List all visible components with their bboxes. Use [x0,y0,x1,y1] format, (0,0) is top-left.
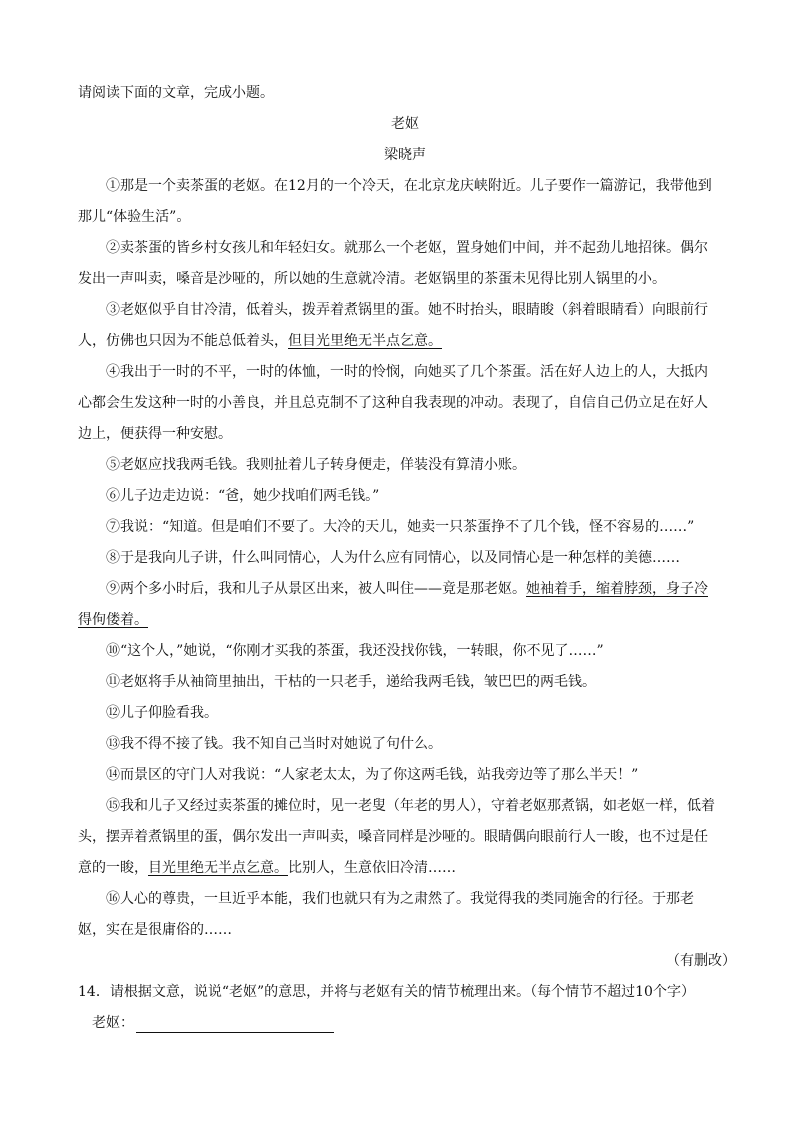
paragraph-line: ⑧于是我向儿子讲，什么叫同情心，人为什么应有同情心，以及同情心是一种怎样的美德…… [106,550,680,566]
paragraph-5 [78,450,746,481]
paragraph-text: ⑨两个多小时后，我和儿子从景区出来，被人叫住——竟是那老妪。 [106,581,526,597]
paragraph-7 [78,512,746,543]
underlined-phrase: 她袖着手，缩着脖颈，身子冷 [526,581,708,597]
paragraph-6 [78,481,746,512]
paragraph-line: ⑭而景区的守门人对我说：“人家老太太，为了你这两毛钱，站我旁边等了那么半天！” [106,767,639,783]
paragraph-text: 比别人，生意依旧冷清…… [288,860,456,876]
paragraph-line: ②卖茶蛋的皆乡村女孩儿和年轻妇女。就那么一个老妪，置身她们中间，并不起劲儿地招徕。偶尔 [106,240,708,256]
paragraph-line [78,326,746,357]
paragraph-15 [78,791,746,884]
paragraph-text: 意的一睃， [78,860,148,876]
paragraph-9 [78,574,746,636]
paragraph-8 [78,543,746,574]
paragraph-line: ⑩“这个人，”她说，“你刚才买我的茶蛋，我还没找你钱，一转眼，你不见了……” [106,643,604,659]
article-author: 梁晓声 [384,147,426,163]
paragraph-2 [78,233,746,295]
answer-blank[interactable] [136,1020,334,1033]
revision-note: （有删改） [666,953,736,969]
paragraph-line: ③老妪似乎自甘冷清，低着头，拨弄着煮锅里的蛋。她不时抬头，眼睛睃（斜着眼睛看）向眼前行 [106,302,708,318]
paragraph-line: ⑪老妪将手从袖筒里抽出，干枯的一只老手，递给我两毛钱，皱巴巴的两毛钱。 [106,674,596,690]
paragraph-line: 妪，实在是很庸俗的…… [78,922,232,938]
paragraph-line: 发出一声叫卖，嗓音是沙哑的，所以她的生意就冷清。老妪锅里的茶蛋未见得比别人锅里的小。 [78,271,666,287]
paragraph-line: 那儿“体验生活”。 [78,209,191,225]
paragraph-14 [78,760,746,791]
paragraph-line: ④我出于一时的不平，一时的体恤，一时的怜悯，向她买了几个茶蛋。活在好人边上的人，大抵内 [106,364,708,380]
paragraph-line: 心都会生发这种一时的小善良，并且总克制不了这种自我表现的冲动。表现了，自信自己仍立足在好人 [78,395,708,411]
paragraph-4 [78,357,746,450]
answer-label: 老妪： [92,1015,134,1031]
paragraph-line: 边上，便获得一种安慰。 [78,426,232,442]
paragraph-line [78,605,746,636]
paragraph-3 [78,295,746,357]
underlined-phrase: 但目光里绝无半点乞意。 [288,333,442,349]
paragraph-line: ⑦我说：“知道。但是咱们不要了。大冷的天儿，她卖一只茶蛋挣不了几个钱，怪不容易的……” [106,519,695,535]
paragraph-line: ⑯人心的尊贵，一旦近乎本能，我们也就只有为之肃然了。我觉得我的类同施舍的行径。于那老 [106,891,694,907]
paragraph-line: ⑥儿子边走边说：“爸，她少找咱们两毛钱。” [106,488,380,504]
instruction-text: 请阅读下面的文章，完成小题。 [78,85,274,101]
paragraph-1 [78,171,746,233]
paragraph-line: ⑬我不得不接了钱。我不知自己当时对她说了句什么。 [106,736,442,752]
paragraph-line [78,853,746,884]
paragraph-line: ⑮我和儿子又经过卖茶蛋的摊位时，见一老叟（年老的男人），守着老妪那煮锅，如老妪一样，低着 [106,798,715,814]
paragraph-11 [78,667,746,698]
paragraph-text: 人，仿佛也只因为不能总低着头， [78,333,288,349]
paragraph-10 [78,636,746,667]
paragraph-line: ①那是一个卖茶蛋的老妪。在12月的一个冷天，在北京龙庆峡附近。儿子要作一篇游记，我带他到 [106,178,712,194]
paragraph-12 [78,698,746,729]
article-title: 老妪 [391,116,419,132]
paragraph-line [78,574,746,605]
paragraph-16 [78,884,746,946]
underlined-phrase: 得佝偻着。 [78,612,148,628]
paragraph-line: ⑫儿子仰脸看我。 [106,705,218,721]
underlined-phrase: 目光里绝无半点乞意。 [148,860,288,876]
answer-row [78,1008,746,1039]
paragraph-line: ⑤老妪应找我两毛钱。我则扯着儿子转身便走，佯装没有算清小账。 [106,457,526,473]
paragraph-line: 头，摆弄着煮锅里的蛋，偶尔发出一声叫卖，嗓音同样是沙哑的。眼睛偶向眼前行人一睃，也不过是任 [78,829,708,845]
question-14: 14．请根据文意，说说“老妪”的意思，并将与老妪有关的情节梳理出来。（每个情节不超过10个字） [78,984,695,1000]
paragraph-13 [78,729,746,760]
